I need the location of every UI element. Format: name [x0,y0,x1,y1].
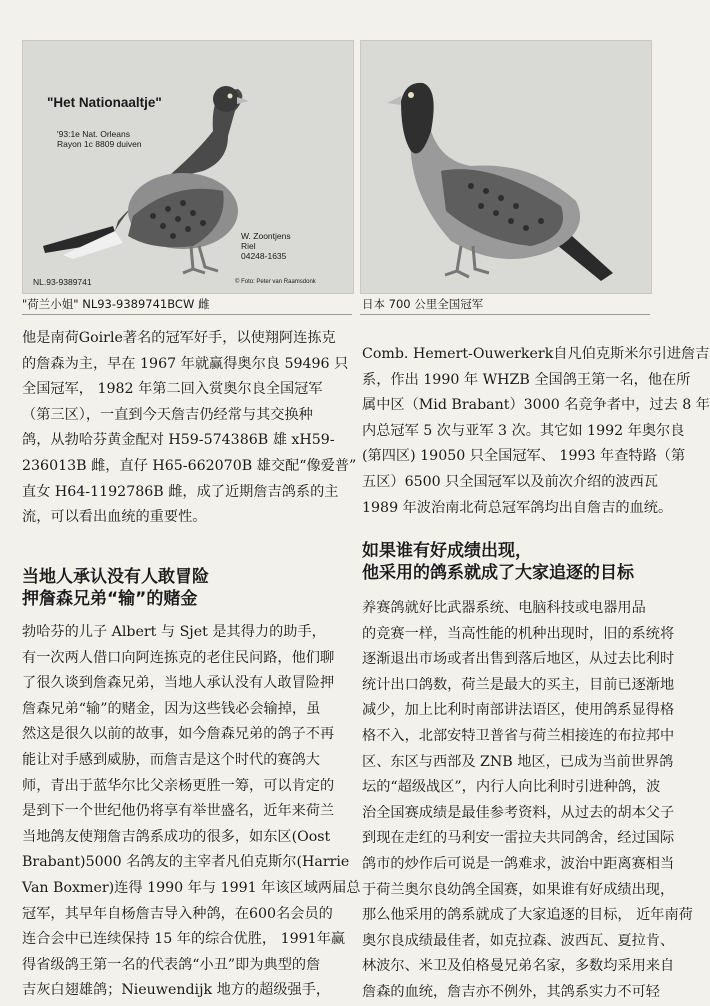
text-line: 奥尔良成绩最佳者，如克拉森、波西瓦、夏拉肯、 [362,932,675,949]
text-line: 全国冠军， 1982 年第二回入赏奥尔良全国冠军 [22,381,323,398]
text-line: 当地鸽友使翔詹吉鸽系成功的很多，如东区(Oost [22,828,331,845]
photo-owner-line: Riel [241,241,256,251]
text-line: 到现在走红的马利安一雷拉夫共同鸽舍，经过国际 [362,830,675,847]
text-line: 系，作出 1990 年 WHZB 全国鸽王第一名，他在所 [362,371,691,388]
text-line: 了很久谈到詹森兄弟，当地人承认没有人敢冒险押 [22,675,335,692]
text-line: 属中区（Mid Brabant）3000 名竞争者中，过去 8 年 [362,397,710,414]
photo-caption-left: "荷兰小姐" NL93-9389741BCW 雌 [22,297,210,311]
text-line: 1989 年波治南北荷总冠军鸽均出自詹吉的血统。 [362,499,673,516]
left-section-heading [22,566,209,610]
text-line: 逐渐退出市场或者出售到落后地区，从过去比利时 [362,651,675,668]
pigeon-illustration-left [23,41,353,293]
text-line: 有一次两人借口向阿连拣克的老住民问路，他们聊 [22,649,335,666]
photo-owner-info [241,231,291,261]
text-line: 詹森兄弟“输”的赌金，因为这些钱必会输掉，虽 [22,700,321,717]
right-section-heading [362,540,634,584]
heading-line: 他采用的鸽系就成了大家追逐的目标 [362,563,634,583]
left-paragraph-2 [22,620,361,1004]
right-paragraph-2 [362,596,693,1006]
text-line: 能让对手感到威胁，而詹吉是这个时代的赛鸽大 [22,751,320,768]
left-paragraph-1 [22,326,356,531]
text-line: (第四区) 19050 只全国冠军、 1993 年查特路（第 [362,448,686,465]
photo-owner-line: 04248-1635 [241,251,287,261]
text-line: 然这是很久以前的故事，如今詹森兄弟的鸽子不再 [22,726,335,743]
text-line: 治全国赛成绩是最佳参考资料，从过去的胡本父子 [362,804,675,821]
text-line: 养赛鸽就好比武器系统、电脑科技或电器用品 [362,600,646,616]
text-line: 吉灰白翅雄鸽；Nieuwendijk 地方的超级强手， [22,982,331,999]
caption-rule-right [360,314,650,315]
right-paragraph-1 [362,342,710,521]
text-line: 于荷兰奥尔良幼鸽全国赛，如果谁有好成绩出现， [362,881,675,898]
text-line: Van Boxmer)连得 1990 年与 1991 年该区域两届总 [22,879,361,896]
photo-owner-line: W. Zoontjens [241,231,291,241]
photo-race-line: '93:1e Nat. Orleans [57,129,130,139]
text-line: 236013B 雌，直仔 H65-662070B 雄交配“像爱普” [22,457,357,474]
text-line: 内总冠军 5 次与亚军 3 次。其它如 1992 年奥尔良 [362,422,685,439]
photo-caption-right: 日本 700 公里全国冠军 [362,297,484,311]
caption-rule-left [22,314,352,315]
text-line: 统计出口鸽数，荷兰是最大的买主，目前已逐渐地 [362,676,675,693]
text-line: 坛的“超级战区”，内行人向比利时引进种鸽，波 [362,779,661,796]
text-line: 减少，加上比利时南部讲法语区，使用鸽系显得格 [362,702,675,719]
text-line: 那么他采用的鸽系就成了大家追逐的目标， 近年南荷 [362,907,693,924]
text-line: 的詹森为主，早在 1967 年就赢得奥尔良 59496 只 [22,355,349,372]
text-line: 五区）6500 只全国冠军以及前次介绍的波西瓦 [362,473,658,490]
text-line: （第三区），一直到今天詹吉仍经常与其交换种 [22,406,313,423]
text-line: 师，青出于蓝华尔比父亲杨更胜一筹，可以肯定的 [22,777,335,794]
heading-line: 押詹森兄弟“输”的赌金 [22,589,198,609]
text-line: 直女 H64-1192786B 雌，成了近期詹吉鸽系的主 [22,483,339,500]
text-line: 格不入，北部安特卫普省与荷兰相接连的布拉邦中 [362,727,675,744]
text-line: 鸽市的炒作后可说是一鸽难求，波治中距离赛相当 [362,855,675,872]
heading-line: 当地人承认没有人敢冒险 [22,567,209,587]
photo-title: "Het Nationaaltje" [47,95,162,110]
heading-line: 如果谁有好成绩出现， [362,541,532,561]
text-line: 詹森的血统，詹吉亦不例外，其鸽系实力不可轻 [362,983,660,1000]
text-line: Comb. Hemert-Ouwerkerk自凡伯克斯米尔引进詹吉 [362,346,710,362]
text-line: 鸽，从勃哈芬黄金配对 H59-574386B 雄 xH59- [22,432,335,449]
text-line: 连合会中已连续保持 15 年的综合优胜， 1991年赢 [22,931,346,948]
photo-race-line: Rayon 1c 8809 duiven [57,139,142,149]
text-line: 的竞赛一样，当高性能的机种出现时，旧的系统将 [362,625,675,642]
text-line: 区、东区与西部及 ZNB 地区，已成为当前世界鸽 [362,753,674,770]
text-line: Brabant)5000 名鸽友的主宰者凡伯克斯尔(Harrie [22,854,350,871]
text-line: 流，可以看出血统的重要性。 [22,509,207,526]
photo-japan-champion [360,40,652,294]
text-line: 林波尔、米卫及伯格曼兄弟名家，多数均采用来自 [362,958,675,975]
photo-race-info [57,129,142,149]
photo-het-nationaaltje [22,40,354,294]
text-line: 勃哈芬的儿子 Albert 与 Sjet 是其得力的助手， [22,624,326,640]
text-line: 是到下一个世纪他仍将享有举世盛名，近年来荷兰 [22,803,335,820]
photo-credit: © Foto: Peter van Raamsdonk [235,279,316,285]
pigeon-illustration-right [361,41,651,293]
photo-ring-number: NL.93-9389741 [33,277,92,287]
text-line: 得省级鸽王第一名的代表鸽“小丑”即为典型的詹 [22,956,321,973]
text-line: 冠军，其早年自杨詹吉导入种鸽，在600名会员的 [22,905,333,922]
text-line: 他是南荷Goirle著名的冠军好手，以使翔阿连拣克 [22,330,336,346]
